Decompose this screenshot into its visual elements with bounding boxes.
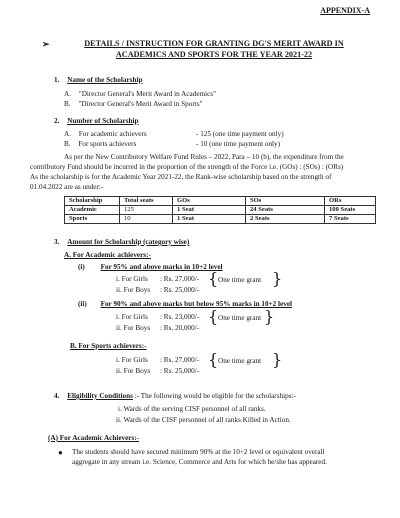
section-2-para-line-2: contributory Fund should be incurred in the proportion of the strength of the Force i.e. (GOs) : (SOs) : (ORs) bbox=[30, 163, 344, 171]
academic-condition-line-2: aggregate in any stream i.e. Science, Commerce and Arts for which he/she has appeared. bbox=[72, 458, 327, 466]
academic-conditions-heading: (A) For Academic Achievers:- bbox=[48, 434, 140, 442]
section-2-heading: 2. Number of Scholarship bbox=[54, 117, 139, 125]
section-1-heading bbox=[54, 76, 142, 85]
sub-i-girls-value: : Rs. 27,000/- bbox=[160, 275, 200, 283]
left-brace-icon: { bbox=[208, 269, 219, 288]
sub-ii-girls-value: : Rs. 23,000/- bbox=[160, 313, 200, 321]
table-header-cell: GOs bbox=[173, 197, 246, 206]
table-header-cell: Total seats bbox=[120, 197, 173, 206]
right-brace-icon: } bbox=[264, 307, 275, 326]
right-brace-icon: } bbox=[272, 350, 283, 369]
left-brace-icon: { bbox=[208, 350, 219, 369]
table-cell: 125 bbox=[120, 206, 173, 215]
table-header-cell: SOs bbox=[246, 197, 325, 206]
document-title bbox=[64, 38, 364, 60]
eligibility-item: i. Wards of the serving CISF personnel of all ranks. bbox=[118, 405, 266, 413]
bullet-icon: ● bbox=[58, 448, 63, 457]
arrow-bullet-icon: ➢ bbox=[42, 39, 50, 49]
section-2-item-a-value: - 125 (one time payment only) bbox=[196, 130, 284, 138]
table-header-row bbox=[65, 197, 376, 206]
table-cell: 1 Seat bbox=[173, 206, 246, 215]
grant-note: One time grant bbox=[218, 276, 262, 284]
table-header-cell: Scholarship bbox=[65, 197, 120, 206]
section-2-para-line-4: 01.04.2022 are as under:- bbox=[30, 183, 104, 191]
section-1-number: 1. bbox=[54, 76, 60, 84]
section-2-item-b: B. For sports achievers bbox=[64, 140, 137, 148]
eligibility-item: ii. Wards of the CISF personnel of all ranks Killed in Action. bbox=[116, 416, 291, 424]
section-1-item-b: B. "Director General's Merit Award in Sports" bbox=[64, 100, 203, 108]
table-cell: Sports bbox=[65, 215, 120, 224]
section-3-heading: 3. Amount for Scholarship (category wise) bbox=[54, 238, 190, 246]
section-2-item-a: A. For academic achievers bbox=[64, 130, 147, 138]
grant-note: One time grant bbox=[218, 357, 262, 365]
table-cell: 2 Seats bbox=[246, 215, 325, 224]
sports-boys-label: ii. For Boys bbox=[116, 367, 151, 375]
right-brace-icon: } bbox=[272, 269, 283, 288]
sports-achievers-heading: B. For Sports achievers:- bbox=[70, 342, 147, 350]
academic-achievers-heading: A. For Academic achievers:- bbox=[64, 251, 151, 259]
sub-i-boys-label: ii. For Boys bbox=[116, 286, 151, 294]
sub-ii-boys-label: ii. For Boys bbox=[116, 324, 151, 332]
section-2-para-line-1: As per the New Contributory Welfare Fund Rules – 2022, Para – 10 (b), the expenditure from the bbox=[64, 153, 344, 161]
section-2-para-line-3: As the scholarship is for the Academic Year 2021-22, the Rank-wise scholarship based on the strength of bbox=[30, 173, 332, 181]
title-line-2: ACADEMICS AND SPORTS FOR THE YEAR 2021-22 bbox=[115, 50, 313, 60]
table-header-cell: ORs bbox=[325, 197, 376, 206]
title-line-1: DETAILS / INSTRUCTION FOR GRANTING DG'S MERIT AWARD IN bbox=[84, 39, 344, 48]
section-4-heading: 4. Eligibility Conditions :- The following would be eligible for the scholarships:- bbox=[54, 392, 296, 400]
table-cell: 7 Seats bbox=[325, 215, 376, 224]
sports-girls-value: : Rs. 27,000/- bbox=[160, 356, 200, 364]
table-cell: 100 Seats bbox=[325, 206, 376, 215]
table-cell: 1 Seat bbox=[173, 215, 246, 224]
table-cell: 24 Seats bbox=[246, 206, 325, 215]
section-1-item-a: A. "Director General's Merit Award in Academics" bbox=[64, 90, 217, 98]
sub-ii-heading: (ii) For 90% and above marks but below 95% marks in 10+2 level bbox=[78, 300, 293, 308]
section-2-item-b-value: - 10 (one time payment only) bbox=[196, 140, 281, 148]
section-1-title: Name of the Scholarship bbox=[67, 76, 143, 84]
sports-girls-label: i. For Girls bbox=[116, 356, 148, 364]
grant-note: One time grant bbox=[218, 314, 262, 322]
left-brace-icon: { bbox=[208, 307, 219, 326]
table-row bbox=[65, 206, 376, 215]
sub-i-boys-value: : Rs. 25,000/- bbox=[160, 286, 200, 294]
sub-ii-boys-value: : Rs. 20,000/- bbox=[160, 324, 200, 332]
appendix-label: APPENDIX-A bbox=[320, 6, 370, 15]
table-row bbox=[65, 215, 376, 224]
academic-condition-line-1: The students should have secured minimum 90% at the 10+2 level or equivalent overall bbox=[72, 448, 325, 456]
sub-ii-girls-label: i. For Girls bbox=[116, 313, 148, 321]
sub-i-girls-label: i. For Girls bbox=[116, 275, 148, 283]
sub-i-heading: (i) For 95% and above marks in 10+2 level bbox=[78, 263, 223, 271]
table-cell: 10 bbox=[120, 215, 173, 224]
table-cell: Academic bbox=[65, 206, 120, 215]
sports-boys-value: : Rs. 25,000/- bbox=[160, 367, 200, 375]
seats-table bbox=[64, 196, 376, 224]
